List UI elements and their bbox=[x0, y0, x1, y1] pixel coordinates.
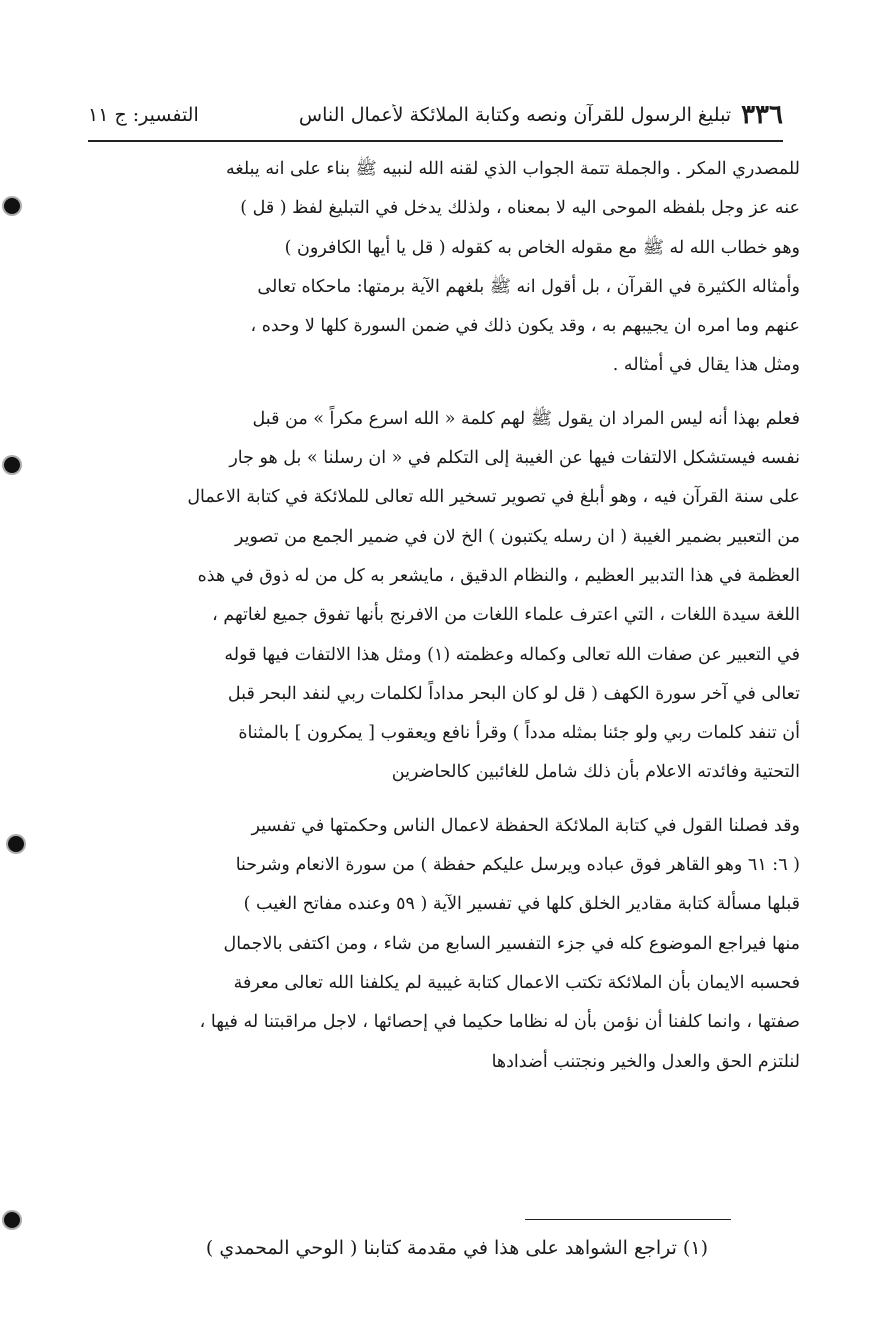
text-line: أن تنفد كلمات ربي ولو جئنا بمثله مدداً ) وقرأ نافع ويعقوب [ يمكرون ] بالمثناة bbox=[238, 723, 800, 744]
paragraph bbox=[88, 400, 800, 793]
page-header bbox=[88, 98, 783, 132]
binding-hole-mark bbox=[4, 1212, 20, 1228]
text-line: وأمثاله الكثيرة في القرآن ، بل أقول انه ﷺ بلغهم الآية برمتها: ماحكاه تعالى bbox=[257, 276, 800, 297]
binding-hole-mark bbox=[4, 198, 20, 214]
paragraph bbox=[88, 150, 800, 386]
text-line: منها فيراجع الموضوع كله في جزء التفسير السابع من شاء ، ومن اكتفى بالاجمال bbox=[223, 933, 800, 954]
text-line: وهو خطاب الله له ﷺ مع مقوله الخاص به كقوله ( قل يا أيها الكافرون ) bbox=[284, 237, 800, 258]
paragraph bbox=[88, 807, 800, 1082]
text-line: تعالى في آخر سورة الكهف ( قل لو كان البحر مداداً لكلمات ربي لنفد البحر قبل bbox=[227, 683, 800, 704]
footnote: (١) تراجع الشواهد على هذا في مقدمة كتابنا ( الوحي المحمدي ) bbox=[205, 1237, 708, 1259]
text-line: فعلم بهذا أنه ليس المراد ان يقول ﷺ لهم كلمة « الله اسرع مكراً » من قبل bbox=[252, 408, 800, 429]
text-line: قبلها مسألة كتابة مقادير الخلق كلها في تفسير الآية ( ٥٩ وعنده مفاتح الغيب ) bbox=[243, 894, 800, 915]
text-line: صفتها ، وانما كلفنا أن نؤمن بأن له نظاما حكيما في إحصائها ، لاجل مراقبتنا له فيها ، bbox=[199, 1012, 800, 1033]
running-title: تبليغ الرسول للقرآن ونصه وكتابة الملائكة لأعمال الناس bbox=[298, 104, 732, 126]
header-rule bbox=[88, 140, 783, 142]
text-line: اللغة سيدة اللغات ، التي اعترف علماء اللغات من الافرنج بأنها تفوق جميع لغاتهم ، bbox=[212, 605, 800, 626]
text-line: العظمة في هذا التدبير العظيم ، والنظام الدقيق ، مايشعر به كل من له ذوق في هذه bbox=[197, 565, 800, 586]
binding-hole-mark bbox=[8, 836, 24, 852]
volume-label: التفسير: ج ١١ bbox=[88, 104, 199, 126]
text-line: للمصدري المكر . والجملة تتمة الجواب الذي لقنه الله لنبيه ﷺ بناء على انه يبلغه bbox=[226, 159, 800, 179]
text-line: نفسه فيستشكل الالتفات فيها عن الغيبة إلى التكلم في « ان رسلنا » بل هو جار bbox=[229, 448, 800, 469]
text-line: عنه عز وجل بلفظه الموحى اليه لا بمعناه ، ولذلك يدخل في التبليغ لفظ ( قل ) bbox=[240, 198, 800, 219]
text-line: فحسبه الايمان بأن الملائكة تكتب الاعمال كتابة غيبية لم يكلفنا الله تعالى معرفة bbox=[233, 972, 800, 993]
text-line: عنهم وما امره ان يجيبهم به ، وقد يكون ذلك في ضمن السورة كلها لا وحده ، bbox=[250, 316, 800, 337]
text-line: ( ٦: ٦١ وهو القاهر فوق عباده ويرسل عليكم حفظة ) من سورة الانعام وشرحنا bbox=[235, 855, 800, 876]
text-line: وقد فصلنا القول في كتابة الملائكة الحفظة لاعمال الناس وحكمتها في تفسير bbox=[251, 815, 800, 836]
text-line: على سنة القرآن فيه ، وهو أبلغ في تصوير تسخير الله تعالى للملائكة في كتابة الاعمال bbox=[187, 487, 800, 508]
binding-hole-mark bbox=[4, 457, 20, 473]
text-line: التحتية وفائدته الاعلام بأن ذلك شامل للغائبين كالحاضرين bbox=[391, 762, 800, 783]
page-number: ٣٣٦ bbox=[741, 100, 783, 130]
text-line: لنلتزم الحق والعدل والخير ونجتنب أضدادها bbox=[491, 1051, 800, 1072]
body-text bbox=[88, 150, 800, 1082]
text-line: في التعبير عن صفات الله تعالى وكماله وعظمته (١) ومثل هذا الالتفات فيها قوله bbox=[224, 644, 800, 665]
text-line: من التعبير بضمير الغيبة ( ان رسله يكتبون ) الخ لان في ضمير الجمع من تصوير bbox=[234, 526, 800, 547]
text-line: ومثل هذا يقال في أمثاله . bbox=[612, 355, 800, 376]
footnote-rule bbox=[525, 1219, 731, 1220]
